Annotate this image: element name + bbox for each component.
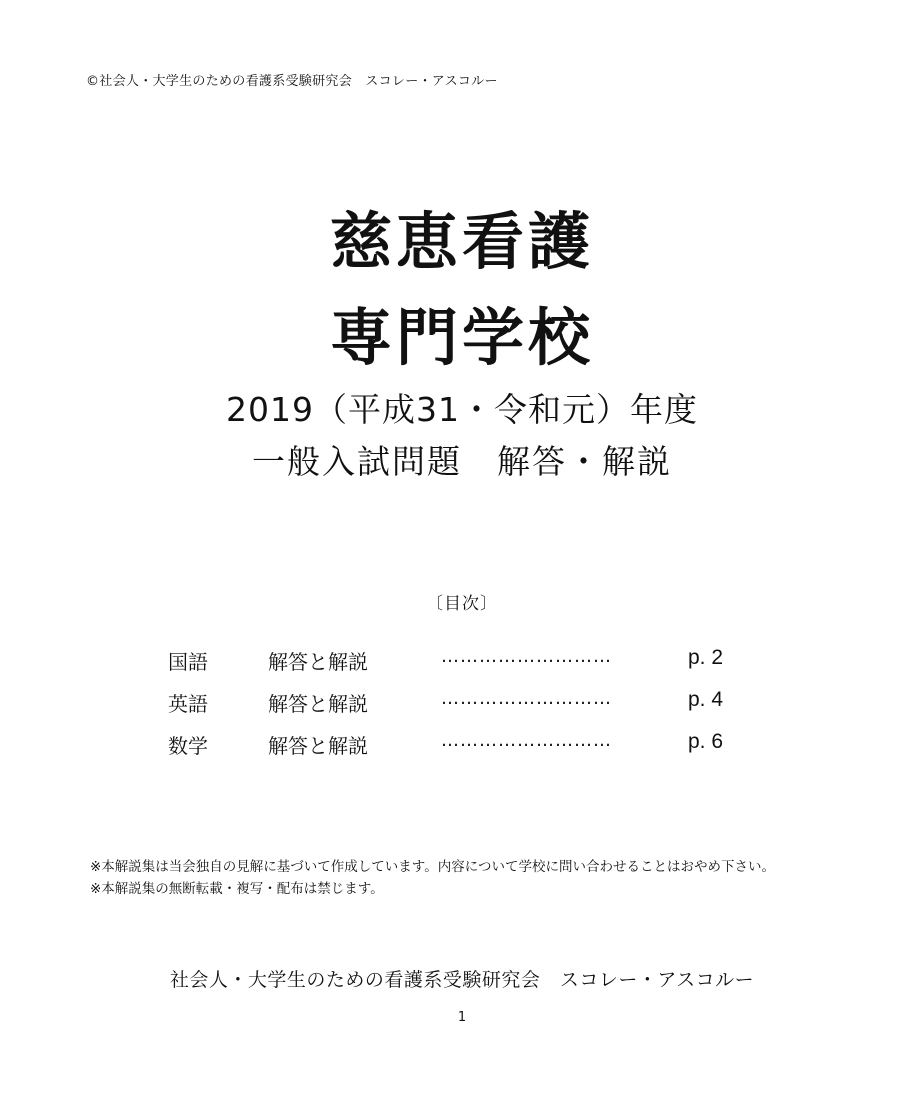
subtitle-year: 2019（平成31・令和元）年度 xyxy=(226,390,698,429)
toc-leader: ……………………… xyxy=(441,646,612,667)
toc-row-english[interactable] xyxy=(168,688,768,730)
toc-leader: ……………………… xyxy=(441,688,612,709)
note-inquiry: ※本解説集は当会独自の見解に基づいて作成しています。内容について学校に問い合わせることはおやめ下さい。 xyxy=(90,859,775,875)
toc-row-math[interactable] xyxy=(168,730,768,772)
toc-page: p. 6 xyxy=(688,730,724,753)
toc-page: p. 4 xyxy=(688,688,724,711)
toc-description: 解答と解説 xyxy=(268,650,368,674)
toc-subject: 数学 xyxy=(168,734,208,758)
toc-description: 解答と解説 xyxy=(268,692,368,716)
toc-description: 解答と解説 xyxy=(268,734,368,758)
notes-section xyxy=(90,856,850,900)
footer-organization: 社会人・大学生のための看護系受験研究会 スコレー・アスコルー xyxy=(169,969,755,991)
toc-row-japanese[interactable] xyxy=(168,646,768,688)
page-number: 1 xyxy=(457,1010,467,1025)
toc-heading: 〔目次〕 xyxy=(426,594,498,614)
toc-subject: 国語 xyxy=(168,650,208,674)
subtitle-exam: 一般入試問題 解答・解説 xyxy=(252,442,672,481)
toc-leader: ……………………… xyxy=(441,730,612,751)
title-school-line2: 専門学校 xyxy=(329,301,594,374)
note-copyright: ※本解説集の無断転載・複写・配布は禁じます。 xyxy=(90,881,384,897)
toc-subject: 英語 xyxy=(168,692,208,716)
copyright-header: ©社会人・大学生のための看護系受験研究会 スコレー・アスコルー xyxy=(86,74,498,89)
toc-page: p. 2 xyxy=(688,646,724,669)
title-school-line1: 慈恵看護 xyxy=(329,205,594,278)
table-of-contents xyxy=(168,646,768,772)
